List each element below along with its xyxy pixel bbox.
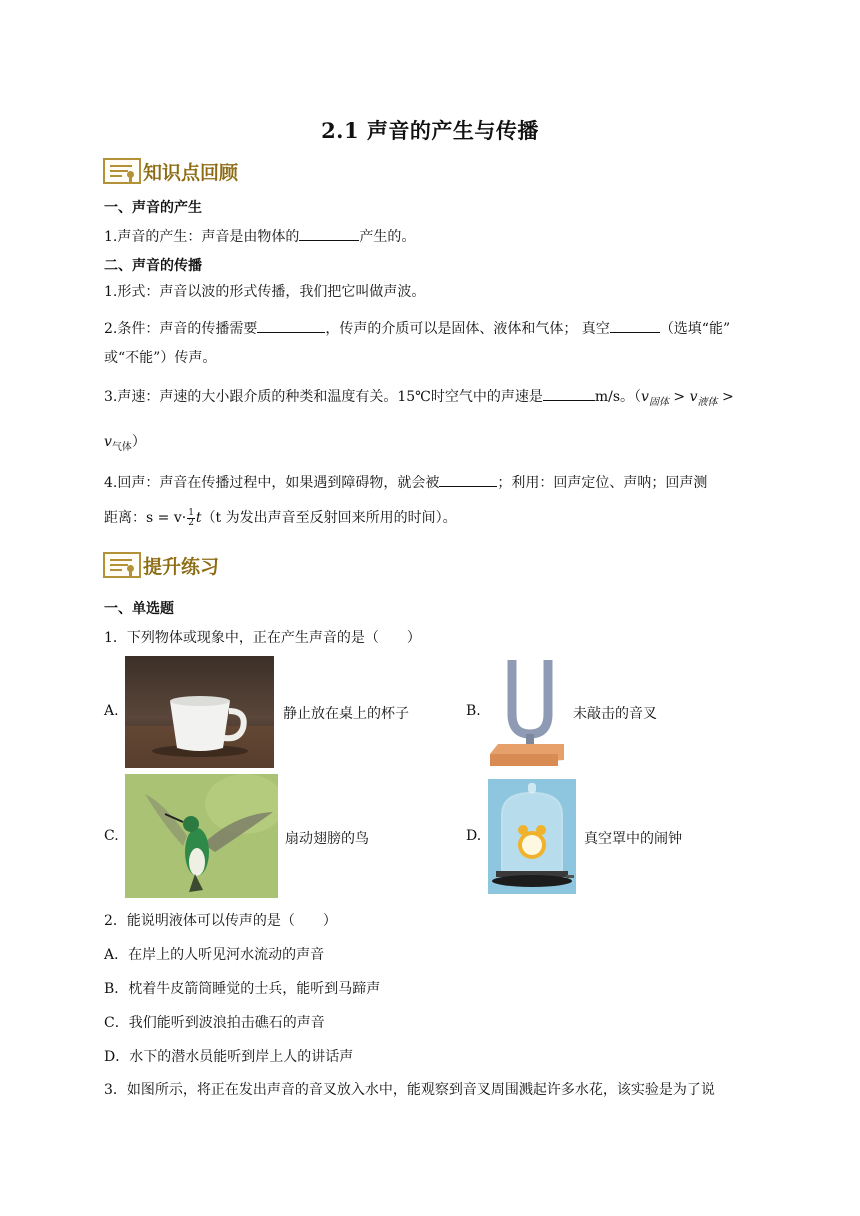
answer-blank [299,226,359,241]
paragraph: 2.条件：声音的传播需要 ，传声的介质可以是固体、液体和气体； 真空 （选填“能” [104,318,730,339]
knowledge-badge-icon [103,552,141,578]
paragraph: 1.形式：声音以波的形式传播，我们把它叫做声波。 [104,284,426,300]
option-letter: C. [104,828,119,844]
section-heading-review [103,155,238,187]
paragraph: 或“不能”）传声。 [104,350,217,366]
option-letter: A. [104,703,119,719]
question-stem: 1．下列物体或现象中，正在产生声音的是（ ） [104,630,421,646]
option-text: D．水下的潜水员能听到岸上人的讲话声 [104,1049,354,1065]
option-text: 未敲击的音叉 [573,706,657,722]
part-title: 二、声音的传播 [104,258,202,274]
option-text: A．在岸上的人听见河水流动的声音 [104,947,325,963]
option-text: 真空罩中的闹钟 [584,831,682,847]
paragraph: $v_{气体}$） [104,434,146,453]
question-stem: 2．能说明液体可以传声的是（ ） [104,913,337,929]
question-stem: 3．如图所示，将正在发出声音的音叉放入水中，能观察到音叉周围溅起许多水花，该实验是为了说 [104,1082,715,1098]
white-cup-image [125,656,274,768]
section-heading-label: 提升练习 [143,555,220,578]
paragraph: 距离：s = v· $\frac{1}{2}$ t（t 为发出声音至反射回来所用的时间）。 [104,507,457,528]
hummingbird-image [125,774,278,898]
option-text: C．我们能听到波浪拍击礁石的声音 [104,1015,325,1031]
part-title: 一、单选题 [104,601,174,617]
answer-blank [610,318,660,333]
paragraph: 3.声速：声速的大小跟介质的种类和温度有关。15℃时空气中的声速是 m/s。（$v_{固体} > v_{液体}$ > [104,386,734,413]
section-heading-practice [103,549,219,581]
option-letter: B. [466,703,481,719]
paragraph: 1.声音的产生：声音是由物体的 产生的。 [104,226,415,247]
option-text: 扇动翅膀的鸟 [285,831,369,847]
tuning-fork-image [488,656,566,768]
part-title: 一、声音的产生 [104,200,202,216]
knowledge-badge-icon [103,158,141,184]
option-text: 静止放在桌上的杯子 [283,706,409,722]
paragraph: 4.回声：声音在传播过程中，如果遇到障碍物，就会被 ；利用：回声定位、声呐；回声测 [104,472,707,493]
answer-blank [439,472,497,487]
answer-blank [543,386,595,401]
option-letter: D. [466,828,482,844]
option-text: B．枕着牛皮箭筒睡觉的士兵，能听到马蹄声 [104,981,381,997]
fraction-one-half: $\frac{1}{2}$ [188,507,194,528]
section-heading-label: 知识点回顾 [143,161,239,184]
page-title: 2.1 声音的产生与传播 [321,118,539,143]
bell-jar-clock-image [488,779,576,894]
answer-blank [257,318,325,333]
